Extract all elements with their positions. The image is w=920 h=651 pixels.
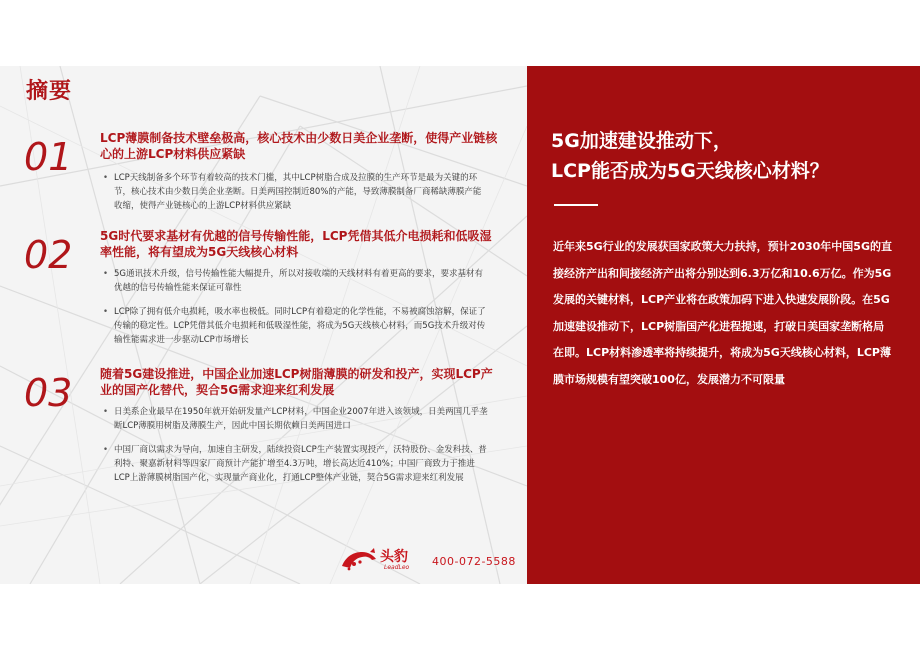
abstract-panel (0, 66, 527, 584)
section-number: 02 (24, 233, 73, 277)
logo-name-cn: 头豹 (380, 549, 408, 565)
summary-title-line-1: 5G加速建设推动下， (551, 130, 732, 152)
summary-body: 近年来5G行业的发展获国家政策大力扶持，预计2030年中国5G的直接经济产出和间接经济产出将分别达到6.3万亿和10.6万亿。作为5G发展的关键材料，LCP产业将在政策加码下进入快速发展阶段。在5G加速建设推动下，LCP树脂国产化进程提速，打破日美国家垄断格局在即。LCP材料渗透率将持续提升，将成为5G天线核心材料，LCP薄膜市场规模有望突破100亿，发展潜力不可限量 (553, 240, 892, 386)
section-number: 01 (24, 135, 73, 179)
bullet-item: • 5G通讯技术升级，信号传输性能大幅提升，所以对接收端的天线材料有着更高的要求，要求基材有优越的信号传输性能来保证可靠性 (103, 267, 488, 295)
bullet-item: • LCP除了拥有低介电损耗，吸水率也极低。同时LCP有着稳定的化学性能，不易被腐蚀溶解，保证了传输的稳定性。LCP凭借其低介电损耗和低吸湿性能，将成为5G天线核心材料，而5G技术升级对传输性能需求进一步驱动LCP市场增长 (103, 305, 488, 347)
section-heading: LCP薄膜制备技术壁垒极高，核心技术由少数日美企业垄断，使得产业链核心的上游LCP材料供应紧缺 (100, 131, 498, 161)
summary-title-line-2: LCP能否成为5G天线核心材料？ (551, 160, 829, 182)
section-heading: 5G时代要求基材有优越的信号传输性能，LCP凭借其低介电损耗和低吸湿率性能，将有望成为5G天线核心材料 (100, 229, 492, 259)
leopard-icon (340, 546, 378, 572)
summary-panel (527, 66, 920, 584)
contact-phone: 400-072-5588 (432, 555, 516, 568)
bullet-item: • LCP天线制备多个环节有着较高的技术门槛，其中LCP树脂合成及拉膜的生产环节是最为关键的环节，核心技术由少数日美企业垄断。日美两国控制近80%的产能，导致薄膜制备厂商稀缺薄膜产能收缩，使得产业链核心的上游LCP材料供应紧缺 (103, 171, 488, 213)
logo-name-en: LeadLeo (384, 564, 410, 571)
section-heading: 随着5G建设推进，中国企业加速LCP树脂薄膜的研发和投产，实现LCP产业的国产化替代，契合5G需求迎来红利发展 (100, 367, 493, 397)
summary-title (551, 126, 901, 186)
abstract-title: 摘要 (26, 79, 73, 104)
slide (0, 66, 920, 584)
title-divider (554, 204, 598, 206)
leadleo-logo (340, 544, 525, 574)
section-number: 03 (24, 371, 73, 415)
bullet-item: • 日美系企业最早在1950年就开始研发量产LCP材料，中国企业2007年进入该领域，日美两国几乎垄断LCP薄膜用树脂及薄膜生产，因此中国长期依赖日美两国进口 (103, 405, 488, 433)
bullet-item: • 中国厂商以需求为导向，加速自主研发，陆续投资LCP生产装置实现投产，沃特股份、金发科技、普利特、聚嘉新材料等四家厂商预计产能扩增至4.3万吨，增长高达近410%；中国厂商致力于推进LCP上游薄膜树脂国产化，实现量产商业化，打通LCP整体产业链，契合5G需求迎来红利发展 (103, 443, 488, 485)
